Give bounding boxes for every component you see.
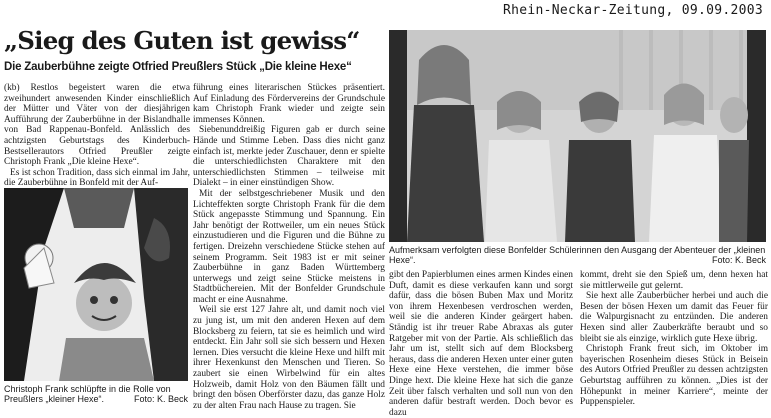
paragraph: (kb) Restlos begeistert waren die etwa zweihundert anwesenden Kinder einschließlich der Mütter und Väter von der diesjährigen Aufführung der Zauberbühne in der Bislandhalle von Bad Rappenau-Bonfeld. Anlässlich des achtzigsten Geburtstags des Kinderbuch-Bestsellerautors Otfried Preußler zeigte Christoph Frank „Die kleine Hexe“. <box>4 83 190 168</box>
newspaper-masthead: Rhein-Neckar-Zeitung, 09.09.2003 <box>502 3 763 18</box>
paragraph: Mit der selbstgeschriebener Musik und den Lichteffekten sorgte Christoph Frank für die dem Stück angepasste Stimmung und Spannung. Ein Jahr benötigt der Rottweiler, um ein neues Stück einzustudieren und die Figuren und die Bühne zu fertigen. Dreizehn verschiedene Stücke stehen auf seinem Programm. Seit 1983 ist er mit seiner Zauberbühne in ganz Baden Württemberg unterwegs und zeigt seine Stücke meistens in Stadtbüchereien. Mit der Bonfelder Grundschule macht er eine Ausnahme. <box>193 188 385 305</box>
photo-credit: Foto: K. Beck <box>133 394 188 404</box>
paragraph: Sie hext alle Zauberbücher herbei und auch die Besen der bösen Hexen um damit das Feuer für die Walpurgisnacht zu entzünden. Die anderen Hexen sind aller Zauberkräfte beraubt und so bleibt sie als einzige, wirklich gute Hexe übrig. <box>580 291 768 344</box>
photo-credit: Foto: K. Beck <box>711 255 766 265</box>
paragraph: Christoph Frank freut sich, im Oktober im bayerischen Rosenheim dieses Stück in Beisein des Autors Otfried Preußler zu dessen achtzigsten Geburtstag aufführen zu können. „Dies ist der Höhepunkt in meiner Karriere“, meinte der Puppenspieler. <box>580 344 768 408</box>
schoolgirls-photo <box>389 30 766 242</box>
paragraph: führung eines literarischen Stückes präsentiert. Auf Einladung des Fördervereins der Grundschule kam Christoph Frank wieder und zeigte sein immenses Können. <box>193 83 385 125</box>
article-headline: „Sieg des Guten ist gewiss“ <box>4 26 360 55</box>
caption-text: Aufmerksam verfolgten diese Bonfelder Schülerinnen den Ausgang der Abenteuer der „kleinen Hexe“. <box>389 245 766 265</box>
paragraph: Weil sie erst 127 Jahre alt, und damit noch viel zu jung ist, um mit den anderen Hexen auf dem Blocksberg zu feiern, tat sie es heimlich und wird entdeckt. Ein Jahr soll sie sich bessern und Hexen lernen. Dies versucht die kleine Hexe und hilft mit ihrer Hexenkunst den Menschen und Tieren. So zaubert sie einen Wirbelwind für ein altes Holzweib, damit Holz von den Bäumen fällt und bringt den bösen Oberförster dazu, das ganze Holz zu der alten Frau nach Hause zu tragen. Sie <box>193 305 385 411</box>
puppeteer-photo <box>4 188 188 381</box>
caption-text: Christoph Frank schlüpfte in die Rolle von Preußlers „kleiner Hexe“. <box>4 384 171 404</box>
schoolgirls-photo-caption <box>389 245 766 265</box>
paragraph: kommt, dreht sie den Spieß um, denn hexen hat sie mittlerweile gut gelernt. <box>580 270 768 291</box>
article-column-4 <box>580 270 768 410</box>
article-column-3 <box>389 270 573 418</box>
article-subhead: Die Zauberbühne zeigte Otfried Preußlers Stück „Die kleine Hexe“ <box>4 61 352 73</box>
paragraph: Es ist schon Tradition, dass sich einmal im Jahr, die Zauberbühne in Bonfeld mit der Auf- <box>4 167 190 189</box>
article-column-1 <box>4 83 190 189</box>
paragraph: Siebenunddreißig Figuren gab er durch seine Hände und Stimme Leben. Dass dies nicht ganz einfach ist, merkte jeder Zuschauer, denn er spielte die unterschiedlichsten Charaktere mit den unterschiedlichsten Stimmen – teilweise mit Dialekt – in einer einstündigen Show. <box>193 125 385 189</box>
puppeteer-photo-caption <box>4 384 188 404</box>
article-column-2 <box>193 83 385 411</box>
paragraph: gibt den Papierblumen eines armen Kindes einen Duft, damit es diese verkaufen kann und sorgt dafür, dass die bösen Buben Max und Moritz von ihrem Hexenbesen verdroschen werden, weil sie die anderen Kinder geärgert haben. Ständig ist ihr treuer Rabe Abraxas als guter Ratgeber mit von der Partie. Als schließlich das Jahr um ist, stellt sich auf dem Blocksberg heraus, dass die anderen Hexen unter einer guten Hexe eine Hexe verstehen, die immer böse Dinge hext. Die kleine Hexe hat sich die ganze Zeit über falsch verhalten und soll nun von den anderen dafür bestraft werden. Doch bevor es dazu <box>389 270 573 418</box>
